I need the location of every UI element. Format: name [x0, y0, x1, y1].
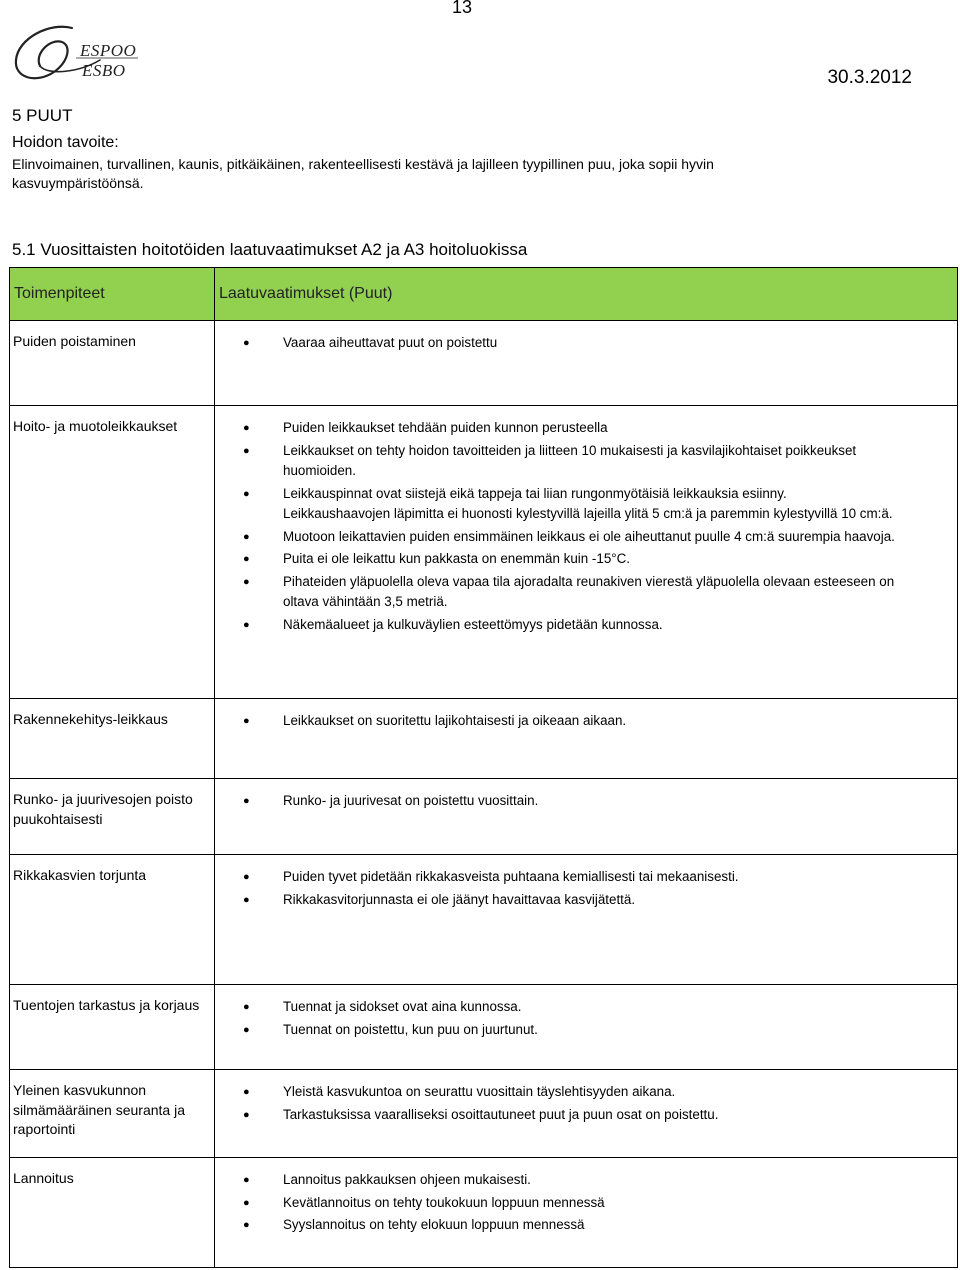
section-title: 5 PUUT: [12, 106, 73, 125]
measure-label: Yleinen kasvukunnon silmämääräinen seuranta ja raportointi: [13, 1082, 185, 1137]
table-row: [10, 321, 958, 406]
logo-esbo-text: ESBO: [82, 61, 126, 80]
goal-heading: Hoidon tavoite:: [12, 134, 119, 151]
requirement-item: ● Vaaraa aiheuttavat puut on poistettu: [215, 333, 957, 354]
measure-label: Rakennekehitys-leikkaus: [13, 711, 168, 727]
measure-label: Lannoitus: [13, 1170, 74, 1186]
requirement-item: ● Lannoitus pakkauksen ohjeen mukaisesti.: [215, 1170, 957, 1191]
document-date: 30.3.2012: [827, 67, 912, 88]
table-row: [10, 779, 958, 855]
requirement-item: ● Runko- ja juurivesat on poistettu vuosittain.: [215, 791, 957, 812]
measure-cell: [10, 1070, 215, 1158]
requirement-item: ● Leikkaukset on tehty hoidon tavoitteiden ja liitteen 10 mukaisesti ja kasvilajikohtaiset poikkeukset huomioiden.: [215, 441, 957, 482]
measure-cell: [10, 321, 215, 406]
requirements-cell: [215, 406, 958, 699]
quality-requirements-table: [9, 267, 958, 1268]
requirement-item: ● Pihateiden yläpuolella oleva vapaa tila ajoradalta reunakiven vierestä yläpuolella olevaan esteeseen on oltava vähintään 3,5 metriä.: [215, 572, 957, 613]
requirement-item: ● Tarkastuksissa vaaralliseksi osoittautuneet puut ja puun osat on poistettu.: [215, 1105, 957, 1126]
requirements-cell: [215, 1070, 958, 1158]
table-row: [10, 699, 958, 779]
measure-label: Rikkakasvien torjunta: [13, 867, 147, 883]
table-row: [10, 1158, 958, 1268]
requirement-item: ● Rikkakasvitorjunnasta ei ole jäänyt havaittavaa kasvijätettä.: [215, 890, 957, 911]
measure-cell: [10, 406, 215, 699]
requirement-item: ● Yleistä kasvukuntoa on seurattu vuosittain täyslehtisyyden aikana.: [215, 1082, 957, 1103]
table-row: [10, 1070, 958, 1158]
requirements-cell: [215, 699, 958, 779]
requirement-item: ● Leikkauspinnat ovat siistejä eikä tappeja tai liian rungonmyötäisiä leikkauksia esiinny. Leikkaushaavojen läpimitta ei huonosti kylestyvillä lajeilla ylitä 5 cm:ä ja paremmin kylestyvillä 10 cm:ä.: [215, 484, 957, 525]
measure-label: Tuentojen tarkastus ja korjaus: [13, 997, 200, 1013]
header-measures: Toimenpiteet: [10, 268, 215, 321]
measure-cell: [10, 779, 215, 855]
table-row: [10, 855, 958, 985]
measure-label: Puiden poistaminen: [13, 333, 136, 349]
logo-espoo-text: ESPOO: [80, 41, 137, 60]
requirement-item: ● Tuennat ja sidokset ovat aina kunnossa.: [215, 997, 957, 1018]
requirements-cell: [215, 985, 958, 1070]
measure-cell: [10, 699, 215, 779]
measure-cell: [10, 855, 215, 985]
measure-cell: [10, 985, 215, 1070]
requirement-item: ● Näkemäalueet ja kulkuväylien esteettömyys pidetään kunnossa.: [215, 615, 957, 636]
requirement-item: ● Muotoon leikattavien puiden ensimmäinen leikkaus ei ole aiheuttanut puulle 4 cm:ä suurempia haavoja.: [215, 527, 957, 548]
measure-cell: [10, 1158, 215, 1268]
requirements-cell: [215, 779, 958, 855]
header-requirements: Laatuvaatimukset (Puut): [215, 268, 958, 321]
requirement-item: ● Syyslannoitus on tehty elokuun loppuun mennessä: [215, 1215, 957, 1236]
requirements-cell: [215, 321, 958, 406]
measure-label: Runko- ja juurivesojen poisto puukohtaisesti: [13, 791, 193, 827]
requirement-item: ● Tuennat on poistettu, kun puu on juurtunut.: [215, 1020, 957, 1041]
table-row: [10, 985, 958, 1070]
requirement-item: ● Puiden leikkaukset tehdään puiden kunnon perusteella: [215, 418, 957, 439]
subsection-title: 5.1 Vuosittaisten hoitotöiden laatuvaatimukset A2 ja A3 hoitoluokissa: [12, 240, 528, 259]
goal-text: Elinvoimainen, turvallinen, kaunis, pitkäikäinen, rakenteellisesti kestävä ja lajilleen tyypillinen puu, joka sopii hyvin kasvuympäristöönsä.: [12, 156, 714, 191]
requirements-cell: [215, 1158, 958, 1268]
measure-label: Hoito- ja muotoleikkaukset: [13, 418, 178, 434]
requirements-cell: [215, 855, 958, 985]
requirement-item: ● Kevätlannoitus on tehty toukokuun loppuun mennessä: [215, 1193, 957, 1214]
espoo-logo: [10, 20, 150, 90]
requirement-item: ● Puita ei ole leikattu kun pakkasta on enemmän kuin -15°C.: [215, 549, 957, 570]
table-header-row: [10, 268, 958, 321]
requirement-item: ● Leikkaukset on suoritettu lajikohtaisesti ja oikeaan aikaan.: [215, 711, 957, 732]
table-row: [10, 406, 958, 699]
requirement-item: ● Puiden tyvet pidetään rikkakasveista puhtaana kemiallisesti tai mekaanisesti.: [215, 867, 957, 888]
page-number: 13: [451, 0, 473, 17]
